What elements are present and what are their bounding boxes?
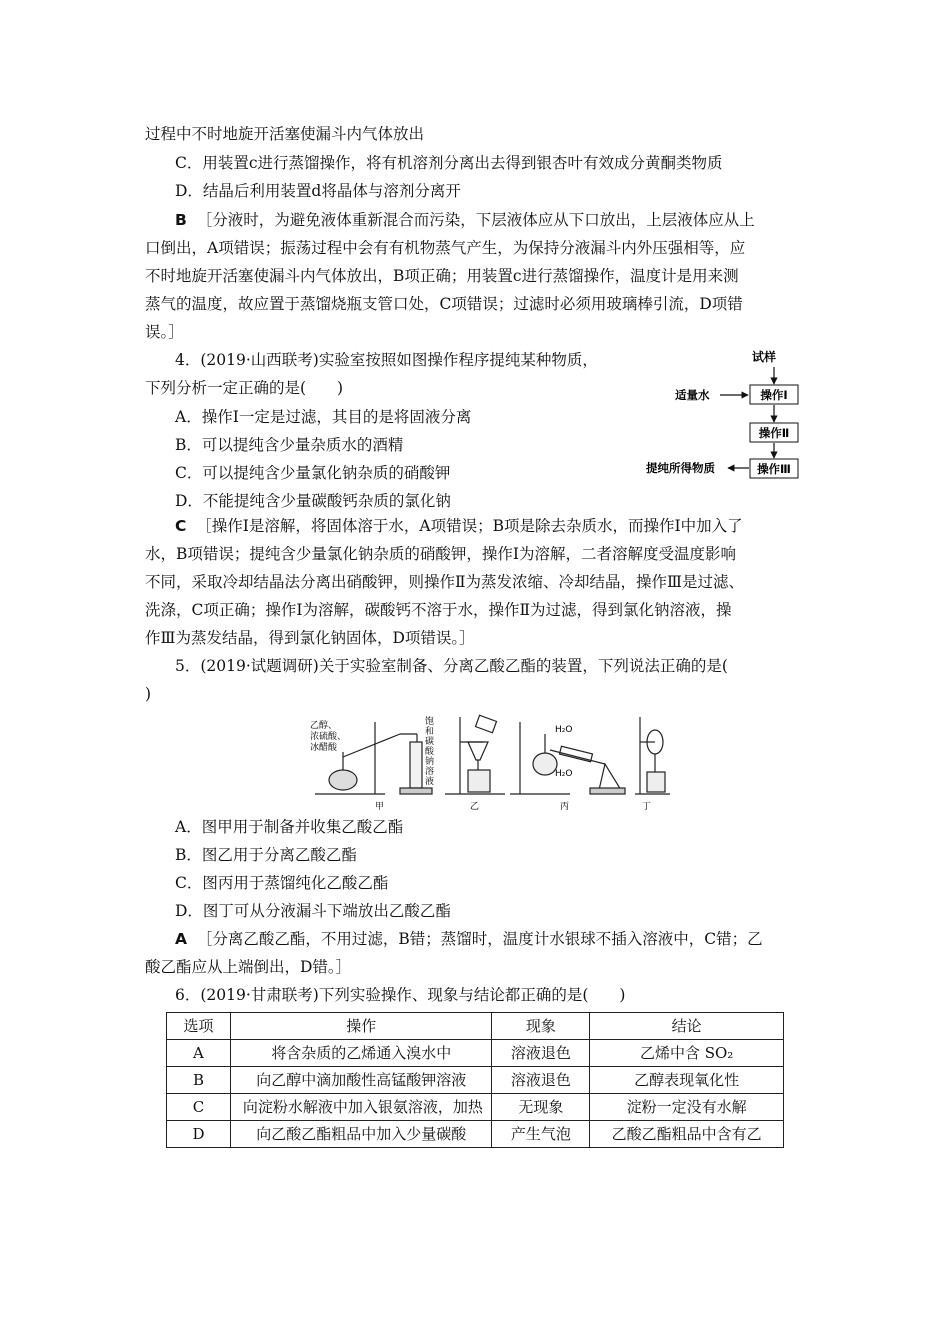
table-cell: A (167, 1040, 231, 1067)
question-text: ) (145, 685, 152, 703)
answer-letter: A (175, 930, 187, 948)
apparatus-figure (305, 712, 675, 812)
table-cell: 溶液退色 (492, 1040, 590, 1067)
table-cell: 向乙醇中滴加酸性高锰酸钾溶液 (230, 1067, 492, 1094)
answer-letter: B (175, 211, 187, 229)
table-cell: 向乙酸乙酯粗品中加入少量碳酸 (230, 1121, 492, 1148)
answer-text: 酸乙酯应从上端倒出，D错。］ (145, 958, 352, 976)
answer-text: ［操作Ⅰ是溶解，将固体溶于水，A项错误；B项是除去杂质水，而操作Ⅰ中加入了 (196, 517, 743, 535)
figure-label-ding: 丁 (642, 802, 652, 812)
saturated-char: 溶 (425, 767, 435, 777)
flow-diagram (640, 345, 810, 480)
table-row (167, 1121, 784, 1148)
answer-text: 不时地旋开活塞使漏斗内气体放出，B项正确；用装置c进行蒸馏操作，温度计是用来测 (145, 267, 739, 285)
line-1: 过程中不时地旋开活塞使漏斗内气体放出 (145, 125, 425, 143)
answer-text: 不同，采取冷却结晶法分离出硝酸钾，则操作Ⅱ为蒸发浓缩、冷却结晶，操作Ⅲ是过滤、 (145, 573, 744, 591)
result-table (166, 1012, 784, 1148)
option-d-q3: D．结晶后利用装置d将晶体与溶剂分离开 (175, 182, 461, 200)
table-cell: 乙酸乙酯粗品中含有乙 (590, 1121, 784, 1148)
reagent-label-1: 乙醇、 (310, 721, 338, 731)
answer-text: 水，B项错误；提纯含少量氯化钠杂质的硝酸钾，操作Ⅰ为溶解，二者溶解度受温度影响 (145, 545, 737, 563)
saturated-char: 碳 (425, 737, 435, 747)
h2o-out-label: H₂O (555, 769, 573, 779)
answer-text: 洗涤，C项正确；操作Ⅰ为溶解，碳酸钙不溶于水，操作Ⅱ为过滤，得到氯化钠溶液，操 (145, 601, 732, 619)
table-header-row (167, 1013, 784, 1040)
table-cell: C (167, 1094, 231, 1121)
question-text: 5．(2019·试题调研)关于实验室制备、分离乙酸乙酯的装置，下列说法正确的是( (175, 657, 728, 675)
table-row (167, 1067, 784, 1094)
op3-label: 操作Ⅲ (757, 462, 791, 476)
table-cell: B (167, 1067, 231, 1094)
saturated-char: 钠 (425, 757, 435, 767)
saturated-char: 酸 (425, 747, 435, 757)
answer-text: ［分离乙酸乙酯，不用过滤，B错；蒸馏时，温度计水银球不插入溶液中，C错；乙 (196, 930, 763, 948)
sample-label: 试样 (751, 350, 777, 364)
table-cell: 乙烯中含 SO₂ (590, 1040, 784, 1067)
option-c-q3: C．用装置c进行蒸馏操作，将有机溶剂分离出去得到银杏叶有效成分黄酮类物质 (175, 154, 723, 172)
table-cell: 无现象 (492, 1094, 590, 1121)
answer-text: 作Ⅲ为蒸发结晶，得到氯化钠固体，D项错误。］ (145, 629, 475, 647)
option-a: A．图甲用于制备并收集乙酸乙酯 (175, 818, 404, 836)
answer-text: 口倒出，A项错误；振荡过程中会有有机物蒸气产生，为保持分液漏斗内外压强相等，应 (145, 239, 746, 257)
product-label: 提纯所得物质 (646, 461, 715, 475)
option-b: B．图乙用于分离乙酸乙酯 (175, 846, 357, 864)
figure-label-bing: 丙 (560, 802, 570, 812)
table-header: 结论 (590, 1013, 784, 1040)
answer-text: ［分液时，为避免液体重新混合而污染，下层液体应从下口放出，上层液体应从上 (196, 211, 755, 229)
answer-text: 误。］ (145, 323, 184, 341)
option-a: A．操作Ⅰ一定是过滤，其目的是将固液分离 (175, 408, 472, 426)
table-row (167, 1094, 784, 1121)
option-d: D．图丁可从分液漏斗下端放出乙酸乙酯 (175, 902, 451, 920)
figure-label-jia: 甲 (375, 802, 385, 812)
table-cell: 产生气泡 (492, 1121, 590, 1148)
table-cell: 乙醇表现氧化性 (590, 1067, 784, 1094)
table-cell: 将含杂质的乙烯通入溴水中 (230, 1040, 492, 1067)
table-cell: 向淀粉水解液中加入银氨溶液，加热 (230, 1094, 492, 1121)
reagent-label-2: 浓硫酸、 (310, 732, 347, 742)
question-text: 下列分析一定正确的是( ) (145, 379, 344, 397)
table-header: 操作 (230, 1013, 492, 1040)
table-header: 现象 (492, 1013, 590, 1040)
saturated-char: 液 (425, 777, 435, 787)
answer-text: 蒸气的温度，故应置于蒸馏烧瓶支管口处，C项错误；过滤时必须用玻璃棒引流，D项错 (145, 295, 743, 313)
table-header: 选项 (167, 1013, 231, 1040)
reagent-label-3: 冰醋酸 (310, 743, 338, 753)
saturated-char: 饱 (425, 717, 435, 727)
table-cell: D (167, 1121, 231, 1148)
h2o-in-label: H₂O (555, 725, 573, 735)
op1-label: 操作Ⅰ (760, 388, 788, 402)
table-row (167, 1040, 784, 1067)
figure-label-yi: 乙 (470, 802, 480, 812)
water-label: 适量水 (675, 388, 710, 402)
table-cell: 淀粉一定没有水解 (590, 1094, 784, 1121)
option-d: D．不能提纯含少量碳酸钙杂质的氯化钠 (175, 492, 451, 510)
option-c: C．图丙用于蒸馏纯化乙酸乙酯 (175, 874, 389, 892)
table-cell: 溶液退色 (492, 1067, 590, 1094)
saturated-char: 和 (425, 727, 435, 737)
answer-letter: C (175, 517, 187, 535)
op2-label: 操作Ⅱ (758, 426, 790, 440)
question-text: 4．(2019·山西联考)实验室按照如图操作程序提纯某种物质， (175, 351, 598, 369)
question-6: 6．(2019·甘肃联考)下列实验操作、现象与结论都正确的是( ) (175, 986, 626, 1004)
option-b: B．可以提纯含少量杂质水的酒精 (175, 436, 404, 454)
option-c: C．可以提纯含少量氯化钠杂质的硝酸钾 (175, 464, 451, 482)
saturated-label (425, 715, 435, 787)
